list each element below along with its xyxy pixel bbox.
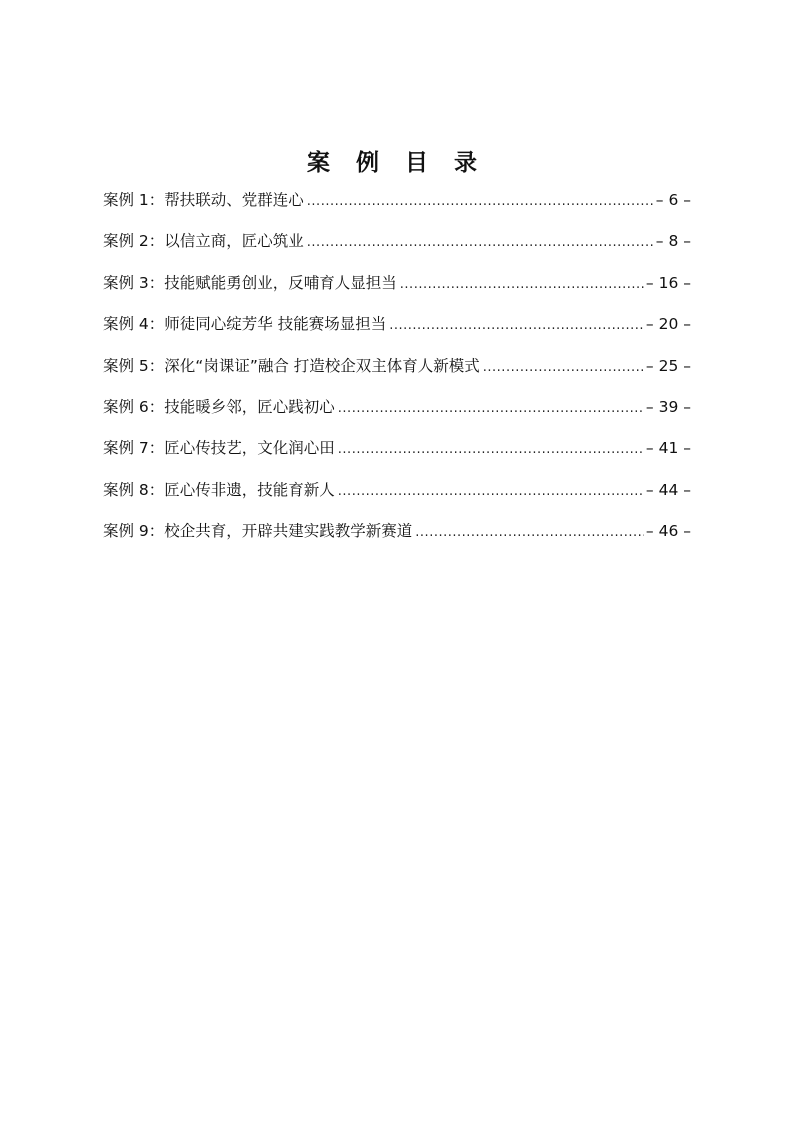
dot-leader <box>307 191 654 213</box>
toc-entry[interactable] <box>103 520 691 561</box>
dot-leader <box>338 398 644 420</box>
toc-entry[interactable] <box>103 396 691 437</box>
dot-leader <box>307 232 654 254</box>
toc-entry-page: – 46 – <box>645 522 691 541</box>
toc-entry-title: 案例 7：匠心传技艺，文化润心田 <box>103 439 335 458</box>
toc-entry[interactable] <box>103 272 691 313</box>
dot-leader <box>400 274 644 296</box>
table-of-contents <box>103 189 691 562</box>
toc-entry[interactable] <box>103 189 691 230</box>
toc-entry-title: 案例 2：以信立商，匠心筑业 <box>103 232 304 251</box>
dot-leader <box>338 439 644 461</box>
toc-entry-page: – 16 – <box>645 273 691 292</box>
toc-entry-title: 案例 3：技能赋能勇创业，反哺育人显担当 <box>103 273 397 292</box>
dot-leader <box>338 481 644 503</box>
dot-leader <box>389 315 644 337</box>
toc-entry-page: – 41 – <box>645 439 691 458</box>
toc-entry-title: 案例 1：帮扶联动、党群连心 <box>103 191 304 209</box>
page-title: 案 例 目 录 <box>306 149 487 176</box>
toc-entry-page: – 25 – <box>645 356 691 375</box>
toc-entry-title: 案例 8：匠心传非遗，技能育新人 <box>103 480 335 499</box>
toc-entry[interactable] <box>103 230 691 271</box>
toc-entry-page: – 8 – <box>655 232 691 251</box>
dot-leader <box>483 357 644 379</box>
toc-entry-title: 案例 5：深化“岗课证”融合 打造校企双主体育人新模式 <box>103 356 480 375</box>
toc-entry[interactable] <box>103 479 691 520</box>
dot-leader <box>415 522 644 544</box>
toc-entry-page: – 39 – <box>645 397 691 416</box>
toc-entry-page: – 44 – <box>645 480 691 499</box>
toc-entry-page: – 6 – <box>655 191 691 209</box>
toc-entry[interactable] <box>103 437 691 478</box>
toc-entry[interactable] <box>103 355 691 396</box>
toc-entry[interactable] <box>103 313 691 354</box>
toc-entry-page: – 20 – <box>645 315 691 334</box>
toc-entry-title: 案例 6：技能暖乡邻，匠心践初心 <box>103 397 335 416</box>
toc-entry-title: 案例 4：师徒同心绽芳华 技能赛场显担当 <box>103 315 387 334</box>
toc-entry-title: 案例 9：校企共育，开辟共建实践教学新赛道 <box>103 522 413 541</box>
